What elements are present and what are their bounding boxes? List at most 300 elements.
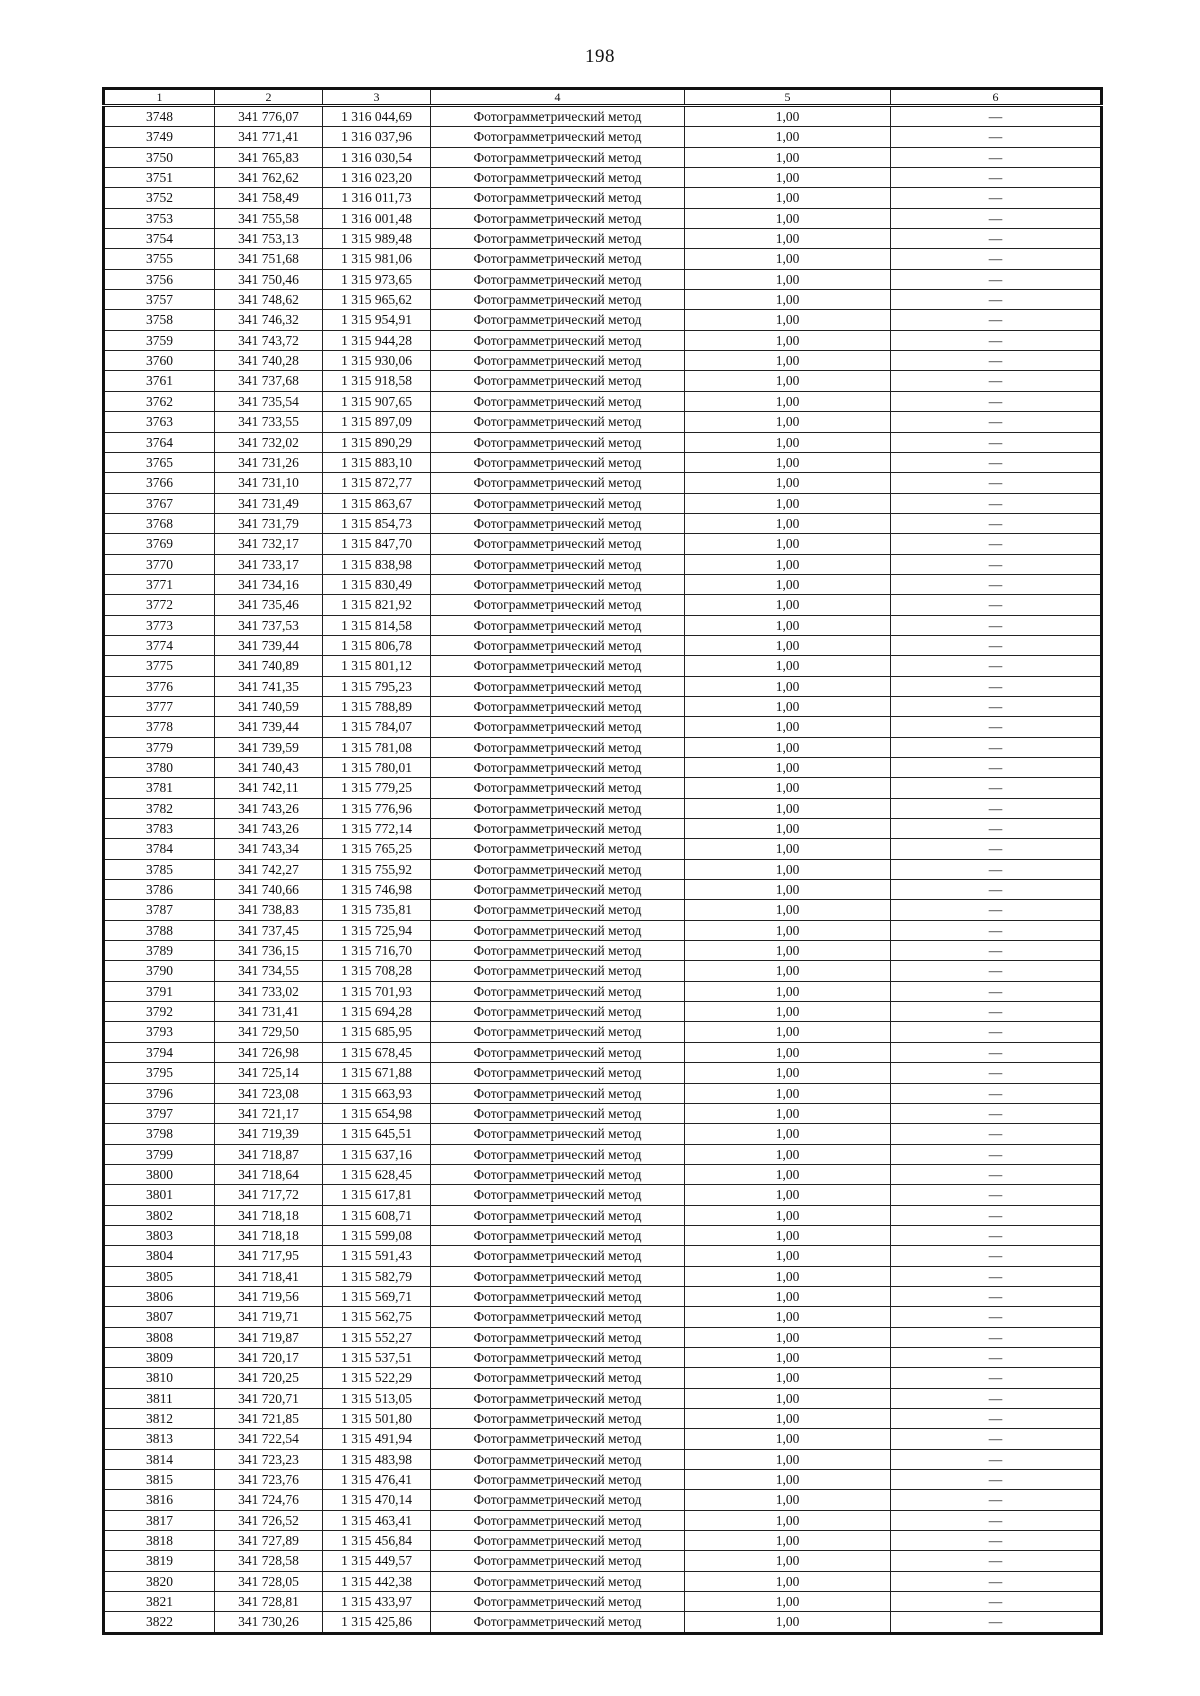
accuracy-cell: 1,00 — [685, 351, 891, 371]
note-cell: — — [891, 1347, 1102, 1367]
y-coordinate-cell: 1 315 725,94 — [323, 920, 431, 940]
note-cell: — — [891, 900, 1102, 920]
accuracy-cell: 1,00 — [685, 1205, 891, 1225]
accuracy-cell: 1,00 — [685, 1470, 891, 1490]
x-coordinate-cell: 341 730,26 — [215, 1612, 323, 1633]
accuracy-cell: 1,00 — [685, 208, 891, 228]
x-coordinate-cell: 341 726,98 — [215, 1042, 323, 1062]
note-cell: — — [891, 737, 1102, 757]
header-col-6: 6 — [891, 89, 1102, 106]
note-cell: — — [891, 371, 1102, 391]
note-cell: — — [891, 696, 1102, 716]
y-coordinate-cell: 1 315 582,79 — [323, 1266, 431, 1286]
note-cell: — — [891, 615, 1102, 635]
x-coordinate-cell: 341 748,62 — [215, 290, 323, 310]
method-cell: Фотограмметрический метод — [431, 1042, 685, 1062]
y-coordinate-cell: 1 315 476,41 — [323, 1470, 431, 1490]
method-cell: Фотограмметрический метод — [431, 1307, 685, 1327]
accuracy-cell: 1,00 — [685, 1083, 891, 1103]
accuracy-cell: 1,00 — [685, 1286, 891, 1306]
table-row — [104, 188, 1102, 208]
point-number-cell: 3755 — [104, 249, 215, 269]
point-number-cell: 3792 — [104, 1002, 215, 1022]
y-coordinate-cell: 1 315 628,45 — [323, 1164, 431, 1184]
note-cell: — — [891, 290, 1102, 310]
y-coordinate-cell: 1 315 645,51 — [323, 1124, 431, 1144]
table-row — [104, 839, 1102, 859]
table-row — [104, 1612, 1102, 1633]
accuracy-cell: 1,00 — [685, 778, 891, 798]
method-cell: Фотограмметрический метод — [431, 819, 685, 839]
x-coordinate-cell: 341 729,50 — [215, 1022, 323, 1042]
accuracy-cell: 1,00 — [685, 1571, 891, 1591]
header-col-4: 4 — [431, 89, 685, 106]
table-row — [104, 229, 1102, 249]
table-row — [104, 1368, 1102, 1388]
method-cell: Фотограмметрический метод — [431, 249, 685, 269]
method-cell: Фотограмметрический метод — [431, 391, 685, 411]
method-cell: Фотограмметрический метод — [431, 269, 685, 289]
method-cell: Фотограмметрический метод — [431, 1510, 685, 1530]
accuracy-cell: 1,00 — [685, 1246, 891, 1266]
method-cell: Фотограмметрический метод — [431, 412, 685, 432]
y-coordinate-cell: 1 315 522,29 — [323, 1368, 431, 1388]
point-number-cell: 3808 — [104, 1327, 215, 1347]
header-col-5: 5 — [685, 89, 891, 106]
accuracy-cell: 1,00 — [685, 900, 891, 920]
accuracy-cell: 1,00 — [685, 1551, 891, 1571]
y-coordinate-cell: 1 315 470,14 — [323, 1490, 431, 1510]
accuracy-cell: 1,00 — [685, 1103, 891, 1123]
point-number-cell: 3817 — [104, 1510, 215, 1530]
note-cell: — — [891, 534, 1102, 554]
x-coordinate-cell: 341 734,16 — [215, 574, 323, 594]
x-coordinate-cell: 341 727,89 — [215, 1531, 323, 1551]
method-cell: Фотограмметрический метод — [431, 1531, 685, 1551]
y-coordinate-cell: 1 315 671,88 — [323, 1063, 431, 1083]
y-coordinate-cell: 1 315 617,81 — [323, 1185, 431, 1205]
y-coordinate-cell: 1 315 663,93 — [323, 1083, 431, 1103]
accuracy-cell: 1,00 — [685, 249, 891, 269]
x-coordinate-cell: 341 731,49 — [215, 493, 323, 513]
accuracy-cell: 1,00 — [685, 513, 891, 533]
table-row — [104, 676, 1102, 696]
note-cell: — — [891, 1449, 1102, 1469]
note-cell: — — [891, 1592, 1102, 1612]
note-cell: — — [891, 574, 1102, 594]
point-number-cell: 3812 — [104, 1409, 215, 1429]
accuracy-cell: 1,00 — [685, 981, 891, 1001]
method-cell: Фотограмметрический метод — [431, 656, 685, 676]
accuracy-cell: 1,00 — [685, 1429, 891, 1449]
x-coordinate-cell: 341 738,83 — [215, 900, 323, 920]
y-coordinate-cell: 1 315 838,98 — [323, 554, 431, 574]
x-coordinate-cell: 341 732,17 — [215, 534, 323, 554]
point-number-cell: 3805 — [104, 1266, 215, 1286]
point-number-cell: 3822 — [104, 1612, 215, 1633]
table-row — [104, 1083, 1102, 1103]
y-coordinate-cell: 1 315 637,16 — [323, 1144, 431, 1164]
accuracy-cell: 1,00 — [685, 1388, 891, 1408]
table-row — [104, 1266, 1102, 1286]
x-coordinate-cell: 341 743,72 — [215, 330, 323, 350]
accuracy-cell: 1,00 — [685, 310, 891, 330]
accuracy-cell: 1,00 — [685, 961, 891, 981]
table-row — [104, 1103, 1102, 1123]
method-cell: Фотограмметрический метод — [431, 513, 685, 533]
point-number-cell: 3809 — [104, 1347, 215, 1367]
accuracy-cell: 1,00 — [685, 432, 891, 452]
method-cell: Фотограмметрический метод — [431, 1246, 685, 1266]
x-coordinate-cell: 341 740,89 — [215, 656, 323, 676]
x-coordinate-cell: 341 731,10 — [215, 473, 323, 493]
point-number-cell: 3813 — [104, 1429, 215, 1449]
table-row — [104, 1531, 1102, 1551]
y-coordinate-cell: 1 315 821,92 — [323, 595, 431, 615]
method-cell: Фотограмметрический метод — [431, 839, 685, 859]
note-cell: — — [891, 839, 1102, 859]
note-cell: — — [891, 595, 1102, 615]
note-cell: — — [891, 1327, 1102, 1347]
accuracy-cell: 1,00 — [685, 1042, 891, 1062]
x-coordinate-cell: 341 720,25 — [215, 1368, 323, 1388]
y-coordinate-cell: 1 315 678,45 — [323, 1042, 431, 1062]
note-cell: — — [891, 452, 1102, 472]
x-coordinate-cell: 341 737,45 — [215, 920, 323, 940]
y-coordinate-cell: 1 315 599,08 — [323, 1225, 431, 1245]
x-coordinate-cell: 341 717,72 — [215, 1185, 323, 1205]
x-coordinate-cell: 341 725,14 — [215, 1063, 323, 1083]
y-coordinate-cell: 1 315 954,91 — [323, 310, 431, 330]
table-row — [104, 452, 1102, 472]
x-coordinate-cell: 341 732,02 — [215, 432, 323, 452]
accuracy-cell: 1,00 — [685, 1063, 891, 1083]
point-number-cell: 3816 — [104, 1490, 215, 1510]
point-number-cell: 3793 — [104, 1022, 215, 1042]
table-row — [104, 208, 1102, 228]
note-cell: — — [891, 106, 1102, 127]
point-number-cell: 3781 — [104, 778, 215, 798]
accuracy-cell: 1,00 — [685, 676, 891, 696]
y-coordinate-cell: 1 315 801,12 — [323, 656, 431, 676]
table-row — [104, 1286, 1102, 1306]
y-coordinate-cell: 1 315 425,86 — [323, 1612, 431, 1633]
note-cell: — — [891, 351, 1102, 371]
method-cell: Фотограмметрический метод — [431, 798, 685, 818]
method-cell: Фотограмметрический метод — [431, 1612, 685, 1633]
point-number-cell: 3819 — [104, 1551, 215, 1571]
method-cell: Фотограмметрический метод — [431, 452, 685, 472]
x-coordinate-cell: 341 721,85 — [215, 1409, 323, 1429]
note-cell: — — [891, 1470, 1102, 1490]
table-row — [104, 1388, 1102, 1408]
point-number-cell: 3778 — [104, 717, 215, 737]
x-coordinate-cell: 341 721,17 — [215, 1103, 323, 1123]
note-cell: — — [891, 168, 1102, 188]
method-cell: Фотограмметрический метод — [431, 147, 685, 167]
table-row — [104, 432, 1102, 452]
accuracy-cell: 1,00 — [685, 1409, 891, 1429]
point-number-cell: 3772 — [104, 595, 215, 615]
method-cell: Фотограмметрический метод — [431, 1225, 685, 1245]
point-number-cell: 3753 — [104, 208, 215, 228]
table-row — [104, 168, 1102, 188]
x-coordinate-cell: 341 719,39 — [215, 1124, 323, 1144]
table-row — [104, 920, 1102, 940]
y-coordinate-cell: 1 315 944,28 — [323, 330, 431, 350]
table-row — [104, 412, 1102, 432]
method-cell: Фотограмметрический метод — [431, 920, 685, 940]
note-cell: — — [891, 269, 1102, 289]
note-cell: — — [891, 1531, 1102, 1551]
note-cell: — — [891, 920, 1102, 940]
x-coordinate-cell: 341 750,46 — [215, 269, 323, 289]
point-number-cell: 3780 — [104, 758, 215, 778]
table-row — [104, 534, 1102, 554]
table-row — [104, 147, 1102, 167]
point-number-cell: 3776 — [104, 676, 215, 696]
accuracy-cell: 1,00 — [685, 127, 891, 147]
y-coordinate-cell: 1 315 854,73 — [323, 513, 431, 533]
x-coordinate-cell: 341 737,53 — [215, 615, 323, 635]
x-coordinate-cell: 341 719,71 — [215, 1307, 323, 1327]
accuracy-cell: 1,00 — [685, 330, 891, 350]
method-cell: Фотограмметрический метод — [431, 615, 685, 635]
y-coordinate-cell: 1 315 552,27 — [323, 1327, 431, 1347]
note-cell: — — [891, 1205, 1102, 1225]
table-row — [104, 758, 1102, 778]
point-number-cell: 3798 — [104, 1124, 215, 1144]
table-row — [104, 1551, 1102, 1571]
method-cell: Фотограмметрический метод — [431, 188, 685, 208]
point-number-cell: 3775 — [104, 656, 215, 676]
accuracy-cell: 1,00 — [685, 615, 891, 635]
accuracy-cell: 1,00 — [685, 1022, 891, 1042]
accuracy-cell: 1,00 — [685, 1592, 891, 1612]
point-number-cell: 3785 — [104, 859, 215, 879]
x-coordinate-cell: 341 740,66 — [215, 880, 323, 900]
method-cell: Фотограмметрический метод — [431, 1286, 685, 1306]
table-row — [104, 819, 1102, 839]
table-row — [104, 1592, 1102, 1612]
table-row — [104, 290, 1102, 310]
accuracy-cell: 1,00 — [685, 656, 891, 676]
y-coordinate-cell: 1 315 491,94 — [323, 1429, 431, 1449]
y-coordinate-cell: 1 316 030,54 — [323, 147, 431, 167]
x-coordinate-cell: 341 776,07 — [215, 106, 323, 127]
table-row — [104, 1042, 1102, 1062]
method-cell: Фотограмметрический метод — [431, 1266, 685, 1286]
method-cell: Фотограмметрический метод — [431, 1002, 685, 1022]
point-number-cell: 3759 — [104, 330, 215, 350]
accuracy-cell: 1,00 — [685, 1368, 891, 1388]
accuracy-cell: 1,00 — [685, 941, 891, 961]
table-row — [104, 1571, 1102, 1591]
note-cell: — — [891, 1388, 1102, 1408]
method-cell: Фотограмметрический метод — [431, 534, 685, 554]
x-coordinate-cell: 341 765,83 — [215, 147, 323, 167]
point-number-cell: 3774 — [104, 635, 215, 655]
header-col-2: 2 — [215, 89, 323, 106]
y-coordinate-cell: 1 315 806,78 — [323, 635, 431, 655]
note-cell: — — [891, 961, 1102, 981]
method-cell: Фотограмметрический метод — [431, 1022, 685, 1042]
y-coordinate-cell: 1 315 883,10 — [323, 452, 431, 472]
x-coordinate-cell: 341 718,18 — [215, 1225, 323, 1245]
table-row — [104, 1144, 1102, 1164]
x-coordinate-cell: 341 733,55 — [215, 412, 323, 432]
note-cell: — — [891, 513, 1102, 533]
table-row — [104, 1429, 1102, 1449]
note-cell: — — [891, 188, 1102, 208]
x-coordinate-cell: 341 719,56 — [215, 1286, 323, 1306]
point-number-cell: 3767 — [104, 493, 215, 513]
note-cell: — — [891, 473, 1102, 493]
table-row — [104, 1347, 1102, 1367]
note-cell: — — [891, 1185, 1102, 1205]
note-cell: — — [891, 981, 1102, 1001]
x-coordinate-cell: 341 726,52 — [215, 1510, 323, 1530]
y-coordinate-cell: 1 315 872,77 — [323, 473, 431, 493]
accuracy-cell: 1,00 — [685, 1449, 891, 1469]
accuracy-cell: 1,00 — [685, 452, 891, 472]
table-row — [104, 635, 1102, 655]
note-cell: — — [891, 717, 1102, 737]
point-number-cell: 3795 — [104, 1063, 215, 1083]
table-row — [104, 961, 1102, 981]
note-cell: — — [891, 229, 1102, 249]
method-cell: Фотограмметрический метод — [431, 758, 685, 778]
x-coordinate-cell: 341 723,08 — [215, 1083, 323, 1103]
note-cell: — — [891, 1551, 1102, 1571]
y-coordinate-cell: 1 315 830,49 — [323, 574, 431, 594]
x-coordinate-cell: 341 728,58 — [215, 1551, 323, 1571]
coordinates-table — [102, 87, 1103, 1635]
table-row — [104, 269, 1102, 289]
table-row — [104, 900, 1102, 920]
point-number-cell: 3765 — [104, 452, 215, 472]
note-cell: — — [891, 635, 1102, 655]
method-cell: Фотограмметрический метод — [431, 574, 685, 594]
point-number-cell: 3787 — [104, 900, 215, 920]
y-coordinate-cell: 1 315 716,70 — [323, 941, 431, 961]
y-coordinate-cell: 1 315 537,51 — [323, 1347, 431, 1367]
y-coordinate-cell: 1 315 918,58 — [323, 371, 431, 391]
note-cell: — — [891, 1368, 1102, 1388]
accuracy-cell: 1,00 — [685, 493, 891, 513]
method-cell: Фотограмметрический метод — [431, 1368, 685, 1388]
x-coordinate-cell: 341 739,59 — [215, 737, 323, 757]
accuracy-cell: 1,00 — [685, 1307, 891, 1327]
note-cell: — — [891, 1042, 1102, 1062]
y-coordinate-cell: 1 315 591,43 — [323, 1246, 431, 1266]
method-cell: Фотограмметрический метод — [431, 1124, 685, 1144]
table-body — [104, 106, 1102, 1634]
x-coordinate-cell: 341 740,43 — [215, 758, 323, 778]
note-cell: — — [891, 249, 1102, 269]
accuracy-cell: 1,00 — [685, 880, 891, 900]
y-coordinate-cell: 1 315 784,07 — [323, 717, 431, 737]
accuracy-cell: 1,00 — [685, 859, 891, 879]
note-cell: — — [891, 1510, 1102, 1530]
y-coordinate-cell: 1 315 654,98 — [323, 1103, 431, 1123]
table-row — [104, 473, 1102, 493]
note-cell: — — [891, 778, 1102, 798]
x-coordinate-cell: 341 731,41 — [215, 1002, 323, 1022]
point-number-cell: 3804 — [104, 1246, 215, 1266]
table-header — [104, 89, 1102, 106]
point-number-cell: 3770 — [104, 554, 215, 574]
y-coordinate-cell: 1 315 449,57 — [323, 1551, 431, 1571]
x-coordinate-cell: 341 762,62 — [215, 168, 323, 188]
table-row — [104, 778, 1102, 798]
method-cell: Фотограмметрический метод — [431, 208, 685, 228]
point-number-cell: 3821 — [104, 1592, 215, 1612]
y-coordinate-cell: 1 315 746,98 — [323, 880, 431, 900]
accuracy-cell: 1,00 — [685, 1144, 891, 1164]
table-row — [104, 1185, 1102, 1205]
x-coordinate-cell: 341 743,26 — [215, 798, 323, 818]
accuracy-cell: 1,00 — [685, 1612, 891, 1633]
method-cell: Фотограмметрический метод — [431, 371, 685, 391]
point-number-cell: 3777 — [104, 696, 215, 716]
point-number-cell: 3791 — [104, 981, 215, 1001]
table-row — [104, 1022, 1102, 1042]
note-cell: — — [891, 432, 1102, 452]
method-cell: Фотограмметрический метод — [431, 290, 685, 310]
method-cell: Фотограмметрический метод — [431, 168, 685, 188]
note-cell: — — [891, 1225, 1102, 1245]
y-coordinate-cell: 1 316 044,69 — [323, 106, 431, 127]
accuracy-cell: 1,00 — [685, 534, 891, 554]
accuracy-cell: 1,00 — [685, 758, 891, 778]
table-row — [104, 1246, 1102, 1266]
accuracy-cell: 1,00 — [685, 737, 891, 757]
method-cell: Фотограмметрический метод — [431, 941, 685, 961]
method-cell: Фотограмметрический метод — [431, 1144, 685, 1164]
point-number-cell: 3754 — [104, 229, 215, 249]
y-coordinate-cell: 1 315 735,81 — [323, 900, 431, 920]
x-coordinate-cell: 341 718,18 — [215, 1205, 323, 1225]
point-number-cell: 3779 — [104, 737, 215, 757]
accuracy-cell: 1,00 — [685, 147, 891, 167]
y-coordinate-cell: 1 315 772,14 — [323, 819, 431, 839]
method-cell: Фотограмметрический метод — [431, 1347, 685, 1367]
method-cell: Фотограмметрический метод — [431, 1063, 685, 1083]
table-row — [104, 1409, 1102, 1429]
point-number-cell: 3810 — [104, 1368, 215, 1388]
point-number-cell: 3763 — [104, 412, 215, 432]
accuracy-cell: 1,00 — [685, 1510, 891, 1530]
x-coordinate-cell: 341 733,17 — [215, 554, 323, 574]
accuracy-cell: 1,00 — [685, 1531, 891, 1551]
accuracy-cell: 1,00 — [685, 1327, 891, 1347]
x-coordinate-cell: 341 720,17 — [215, 1347, 323, 1367]
point-number-cell: 3788 — [104, 920, 215, 940]
y-coordinate-cell: 1 315 965,62 — [323, 290, 431, 310]
x-coordinate-cell: 341 771,41 — [215, 127, 323, 147]
table-row — [104, 391, 1102, 411]
x-coordinate-cell: 341 733,02 — [215, 981, 323, 1001]
table-row — [104, 696, 1102, 716]
y-coordinate-cell: 1 315 701,93 — [323, 981, 431, 1001]
method-cell: Фотограмметрический метод — [431, 1103, 685, 1123]
method-cell: Фотограмметрический метод — [431, 1571, 685, 1591]
y-coordinate-cell: 1 315 569,71 — [323, 1286, 431, 1306]
y-coordinate-cell: 1 315 562,75 — [323, 1307, 431, 1327]
y-coordinate-cell: 1 315 755,92 — [323, 859, 431, 879]
y-coordinate-cell: 1 315 433,97 — [323, 1592, 431, 1612]
